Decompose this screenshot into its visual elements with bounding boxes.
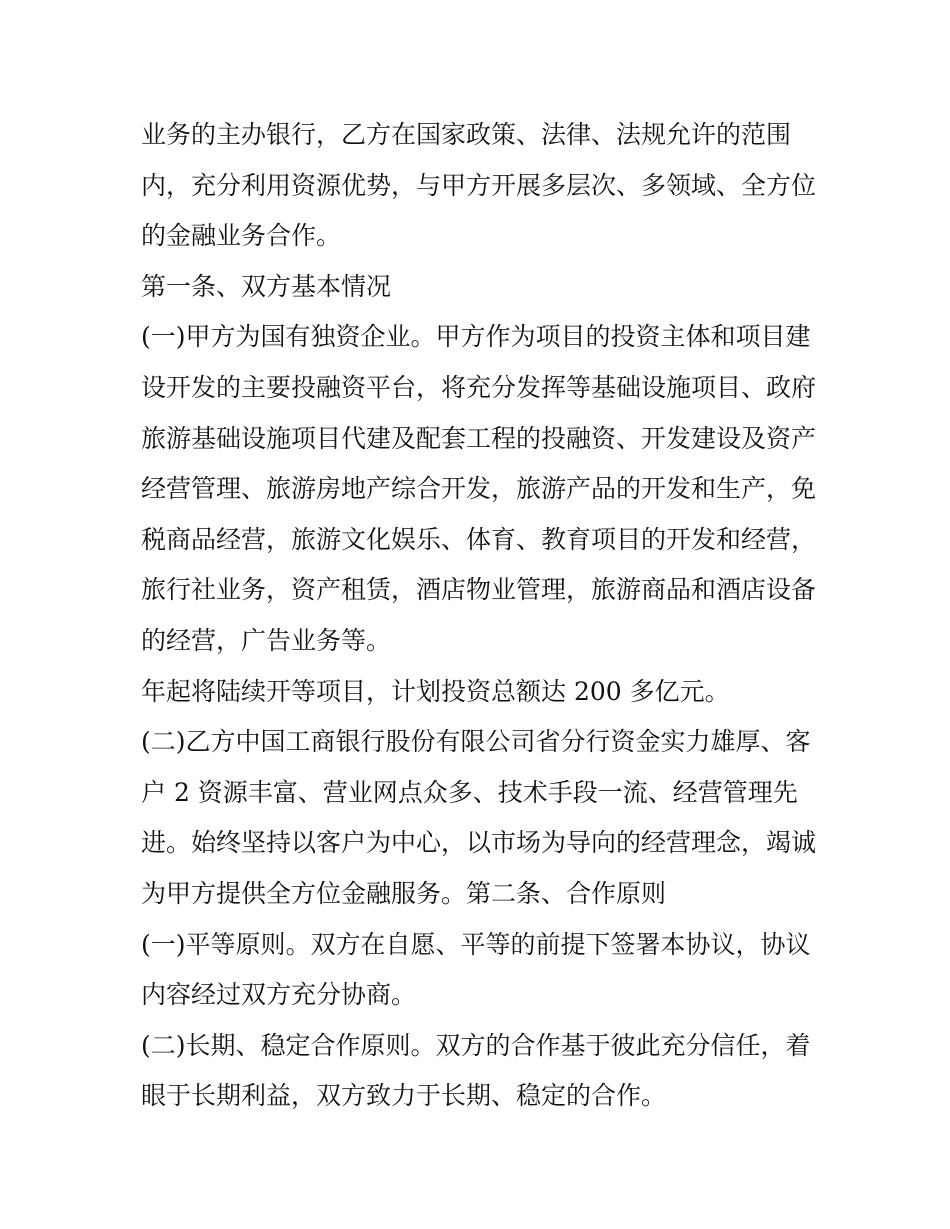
text-line: 旅游基础设施项目代建及配套工程的投融资、开发建设及资产 (141, 423, 817, 453)
text-line: 的经营，广告业务等。 (141, 625, 392, 655)
document-body (141, 110, 821, 1122)
text-line: 户 2 资源丰富、营业网点众多、技术手段一流、经营管理先 (141, 777, 798, 807)
text-line: 业务的主办银行，乙方在国家政策、法律、法规允许的范围 (141, 120, 792, 149)
text-line: 进。始终坚持以客户为中心，以市场为导向的经营理念，竭诚 (141, 828, 817, 858)
text-line: 内容经过双方充分协商。 (141, 980, 417, 1010)
text-line: (一)甲方为国有独资企业。甲方作为项目的投资主体和项目建 (141, 322, 811, 352)
text-line: (一)平等原则。双方在自愿、平等的前提下签署本协议，协议 (141, 929, 811, 959)
text-line: 为甲方提供全方位金融服务。第二条、合作原则 (141, 878, 667, 908)
text-line: 设开发的主要投融资平台，将充分发挥等基础设施项目、政府 (141, 372, 817, 402)
text-line: 的金融业务合作。 (141, 221, 342, 251)
text-line: 税商品经营，旅游文化娱乐、体育、教育项目的开发和经营， (141, 524, 817, 554)
text-line: 旅行社业务，资产租赁，酒店物业管理，旅游商品和酒店设备 (141, 575, 817, 605)
text-line: 眼于长期利益，双方致力于长期、稳定的合作。 (141, 1081, 667, 1111)
text-line: 内，充分利用资源优势，与甲方开展多层次、多领域、全方位 (141, 170, 817, 200)
text-line: (二)长期、稳定合作原则。双方的合作基于彼此充分信任，着 (141, 1030, 811, 1060)
text-line: (二)乙方中国工商银行股份有限公司省分行资金实力雄厚、客 (141, 727, 811, 757)
section-heading: 第一条、双方基本情况 (141, 271, 392, 301)
text-line: 经营管理、旅游房地产综合开发，旅游产品的开发和生产，免 (141, 474, 817, 504)
text-line: 年起将陆续开等项目，计划投资总额达 200 多亿元。 (141, 676, 730, 706)
